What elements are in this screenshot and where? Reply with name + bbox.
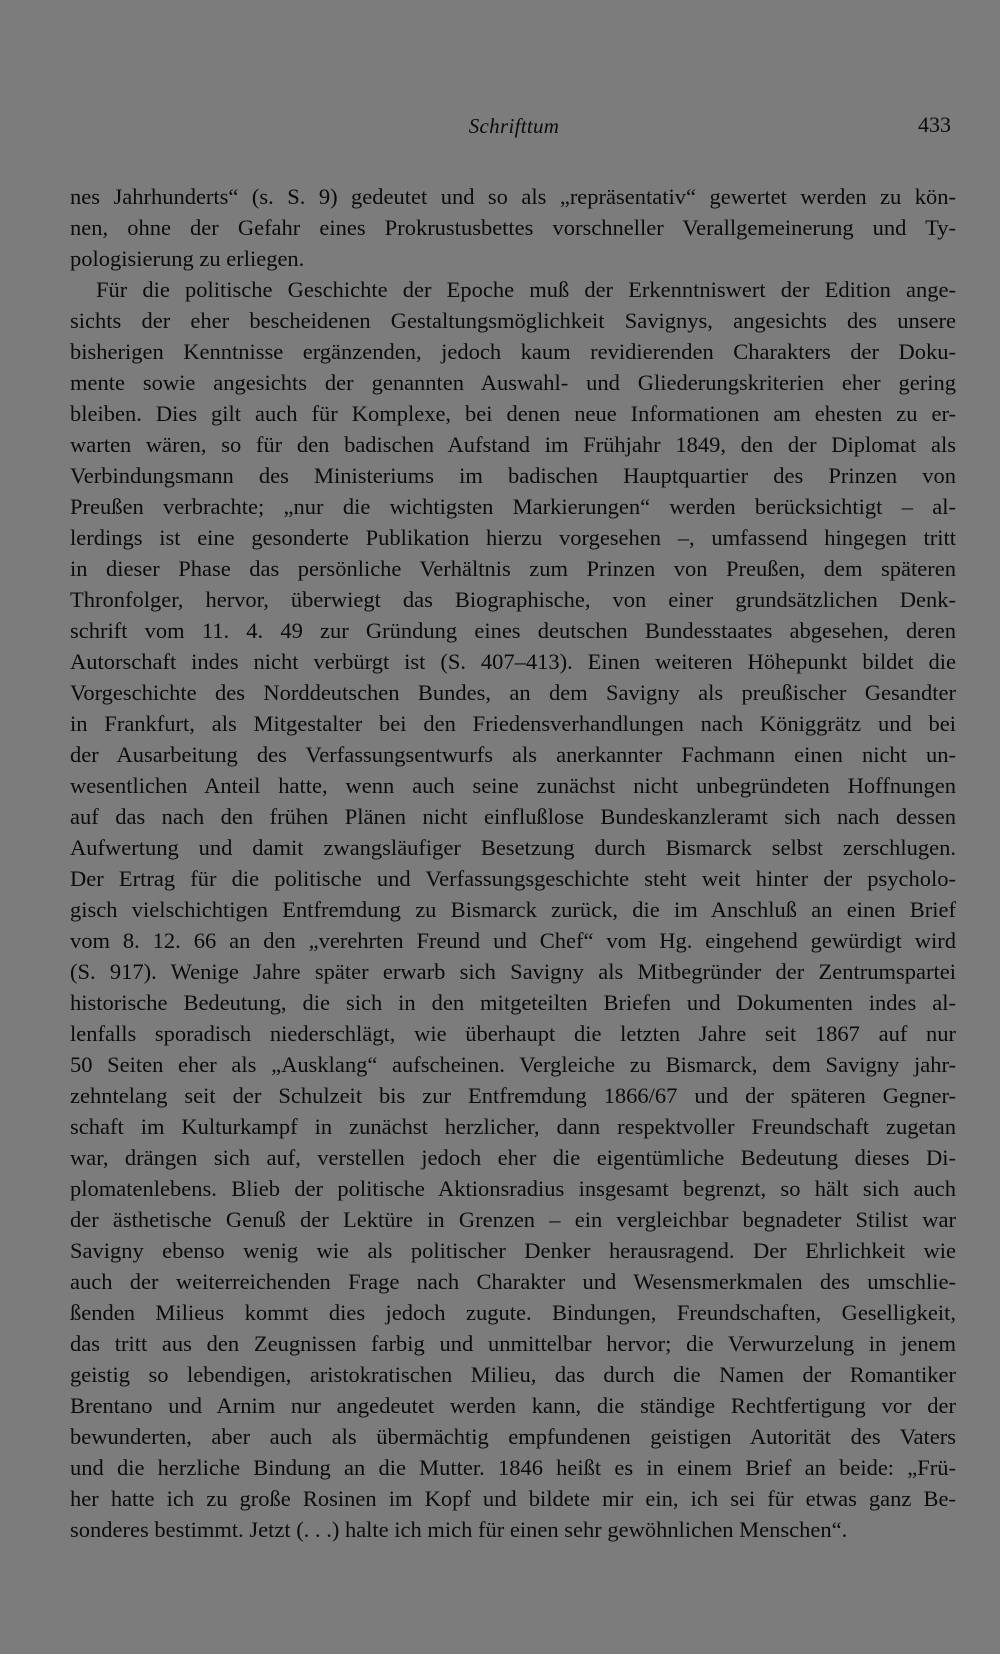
text-line: und die herzliche Bindung an die Mutter. 1846 heißt es in einem Brief an beide: „Frü-: [70, 1455, 956, 1480]
text-line: mente sowie angesichts der genannten Auswahl- und Gliederungskriterien eher gering: [70, 370, 956, 395]
text-line: Autorschaft indes nicht verbürgt ist (S. 407–413). Einen weiteren Höhepunkt bildet die: [70, 649, 956, 674]
text-line: zehntelang seit der Schulzeit bis zur Entfremdung 1866/67 und der späteren Gegner-: [70, 1083, 956, 1108]
page-number: 433: [918, 112, 951, 137]
text-line: auch der weiterreichenden Frage nach Charakter und Wesensmerkmalen des umschlie-: [70, 1269, 956, 1294]
text-line: war, drängen sich auf, verstellen jedoch eher die eigentümliche Bedeutung dieses Di-: [70, 1145, 956, 1170]
text-line: der Ausarbeitung des Verfassungsentwurfs als anerkannter Fachmann einen nicht un-: [70, 742, 956, 767]
text-line: her hatte ich zu große Rosinen im Kopf und bildete mir ein, ich sei für etwas ganz Be-: [70, 1486, 956, 1511]
text-line: Für die politische Geschichte der Epoche muß der Erkenntniswert der Edition ange-: [96, 277, 956, 302]
text-line: sichts der eher bescheidenen Gestaltungsmöglichkeit Savignys, angesichts des unsere: [70, 308, 956, 333]
text-line: Savigny ebenso wenig wie als politischer Denker herausragend. Der Ehrlichkeit wie: [70, 1238, 956, 1263]
text-line: wesentlichen Anteil hatte, wenn auch seine zunächst nicht unbegründeten Hoffnungen: [70, 773, 956, 798]
text-line: 50 Seiten eher als „Ausklang“ aufscheinen. Vergleiche zu Bismarck, dem Savigny jahr-: [70, 1052, 956, 1077]
text-line: schrift vom 11. 4. 49 zur Gründung eines deutschen Bundesstaates abgesehen, deren: [70, 618, 956, 643]
text-line: Verbindungsmann des Ministeriums im badischen Hauptquartier des Prinzen von: [70, 463, 956, 488]
text-line: sonderes bestimmt. Jetzt (. . .) halte ich mich für einen sehr gewöhnlichen Menschen“.: [70, 1517, 848, 1542]
text-line: lenfalls sporadisch niederschlägt, wie überhaupt die letzten Jahre seit 1867 auf nur: [70, 1021, 956, 1046]
text-line: Preußen verbrachte; „nur die wichtigsten Markierungen“ werden berücksichtigt – al-: [70, 494, 956, 519]
text-line: vom 8. 12. 66 an den „verehrten Freund und Chef“ vom Hg. eingehend gewürdigt wird: [70, 928, 956, 953]
text-line: (S. 917). Wenige Jahre später erwarb sich Savigny als Mitbegründer der Zentrumspartei: [70, 959, 956, 984]
running-title: Schrifttum: [468, 114, 560, 138]
text-line: historische Bedeutung, die sich in den mitgeteilten Briefen und Dokumenten indes al-: [70, 990, 956, 1015]
text-line: bleiben. Dies gilt auch für Komplexe, bei denen neue Informationen am ehesten zu er-: [70, 401, 956, 426]
text-line: ßenden Milieus kommt dies jedoch zugute. Bindungen, Freundschaften, Geselligkeit,: [70, 1300, 956, 1325]
text-line: bewunderten, aber auch als übermächtig empfundenen geistigen Autorität des Vaters: [70, 1424, 956, 1449]
text-line: warten wären, so für den badischen Aufstand im Frühjahr 1849, den der Diplomat als: [70, 432, 956, 457]
text-line: pologisierung zu erliegen.: [70, 246, 305, 271]
text-line: das tritt aus den Zeugnissen farbig und unmittelbar hervor; die Verwurzelung in jenem: [70, 1331, 956, 1356]
text-line: Thronfolger, hervor, überwiegt das Biographische, von einer grundsätzlichen Denk-: [70, 587, 956, 612]
text-line: bisherigen Kenntnisse ergänzenden, jedoch kaum revidierenden Charakters der Doku-: [70, 339, 956, 364]
text-line: Der Ertrag für die politische und Verfassungsgeschichte steht weit hinter der psycholo-: [70, 866, 956, 891]
text-line: der ästhetische Genuß der Lektüre in Grenzen – ein vergleichbar begnadeter Stilist war: [70, 1207, 956, 1232]
text-line: Aufwertung und damit zwangsläufiger Besetzung durch Bismarck selbst zerschlugen.: [70, 835, 956, 860]
text-line: geistig so lebendigen, aristokratischen Milieu, das durch die Namen der Romantiker: [70, 1362, 956, 1387]
text-line: schaft im Kulturkampf in zunächst herzlicher, dann respektvoller Freundschaft zugetan: [70, 1114, 956, 1139]
text-line: plomatenlebens. Blieb der politische Aktionsradius insgesamt begrenzt, so hält sich auch: [70, 1176, 956, 1201]
text-line: in dieser Phase das persönliche Verhältnis zum Prinzen von Preußen, dem späteren: [70, 556, 956, 581]
text-line: in Frankfurt, als Mitgestalter bei den Friedensverhandlungen nach Königgrätz und bei: [70, 711, 956, 736]
text-line: Vorgeschichte des Norddeutschen Bundes, an dem Savigny als preußischer Gesandter: [70, 680, 956, 705]
text-line: nen, ohne der Gefahr eines Prokrustusbettes vorschneller Verallgemeinerung und Ty-: [70, 215, 956, 240]
text-line: gisch vielschichtigen Entfremdung zu Bismarck zurück, die im Anschluß an einen Brief: [70, 897, 956, 922]
text-line: auf das nach den frühen Plänen nicht einflußlose Bundeskanzleramt sich nach dessen: [70, 804, 956, 829]
text-line: nes Jahrhunderts“ (s. S. 9) gedeutet und so als „repräsentativ“ gewertet werden zu kön-: [70, 184, 956, 209]
text-line: lerdings ist eine gesonderte Publikation hierzu vorgesehen –, umfassend hingegen tritt: [70, 525, 956, 550]
text-line: Brentano und Arnim nur angedeutet werden kann, die ständige Rechtfertigung vor der: [70, 1393, 956, 1418]
